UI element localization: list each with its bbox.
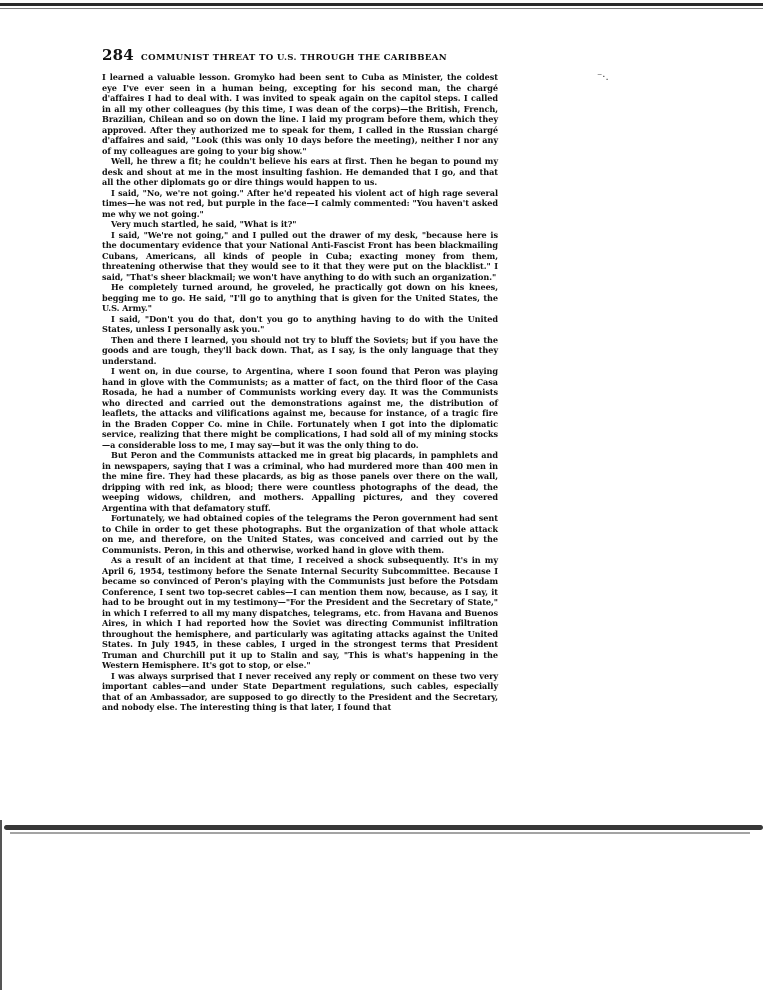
document-page	[102, 46, 498, 713]
paragraph: I said, "No, we're not going." After he'd repeated his violent act of high rage several times—he was not red, but purple in the face—I calmly commented: "You haven't asked me why we not going."	[102, 187, 498, 219]
paragraph: But Peron and the Communists attacked me in great big placards, in pamphlets and in newspapers, saying that I was a criminal, who had murdered more than 400 men in the mine fire. They had these placards, as big as those panels over there on the wall, dripping with red ink, as blood; there were countless photographs of the dead, the weeping widows, children, and mothers. Appalling pictures, and they covered Argentina with that defamatory stuff.	[102, 450, 498, 513]
scan-top-border	[0, 3, 763, 6]
paragraph: I said, "Don't you do that, don't you go to anything having to do with the United States, unless I personally ask you."	[102, 313, 498, 334]
paragraph: Fortunately, we had obtained copies of the telegrams the Peron government had sent to Chile in order to get these photographs. But the organization of that whole attack on me, and therefore, on the United States, was conceived and carried out by the Communists. Peron, in this and otherwise, worked hand in glove with them.	[102, 513, 498, 555]
page-number: 284	[102, 46, 134, 64]
paragraph: As a result of an incident at that time, I received a shock subsequently. It's in my April 6, 1954, testimony before the Senate Internal Security Subcommittee. Because I became so convinced of Peron's playing with the Communists just before the Potsdam Conference, I sent two top-secret cables—I can mention them now, because, as I say, it had to be brought out in my testimony—"For the President and the Secretary of State," in which I referred to all my many dispatches, telegrams, etc. from Havana and Buenos Aires, in which I had reported how the Soviet was directing Communist infiltration throughout the hemisphere, and particularly was agitating attacks against the United States. In July 1945, in these cables, I urged in the strongest terms that President Truman and Churchill put it up to Stalin and say, "This is what's happening in the Western Hemisphere. It's got to stop, or else."	[102, 555, 498, 670]
paragraph: Very much startled, he said, "What is it?"	[111, 219, 297, 229]
paragraph: I went on, in due course, to Argentina, where I soon found that Peron was playing hand in glove with the Communists; as a matter of fact, on the third floor of the Casa Rosada, he had a number of Communists working every day. It was the Communists who directed and carried out the demonstrations against me, the distribution of leaflets, the attacks and vilifications against me, because for instance, of a tragic fire in the Braden Copper Co. mine in Chile. Fortunately when I got into the diplomatic service, realizing that there might be complications, I had sold all of my mining stocks—a considerable loss to me, I may say—but it was the only thing to do.	[102, 366, 498, 450]
paragraph: I was always surprised that I never received any reply or comment on these two very important cables—and under State Department regulations, such cables, especially that of an Ambassador, are supposed to go directly to the President and the Secretary, and nobody else. The interesting thing is that later, I found that	[102, 670, 498, 712]
body-text	[102, 72, 498, 713]
paragraph: I learned a valuable lesson. Gromyko had been sent to Cuba as Minister, the coldest eye I've ever seen in a human being, excepting for his second man, the chargé d'affaires I had to deal with. I was invited to speak again on the capitol steps. I called in all my other colleagues (by this time, I was dean of the corps)—the British, French, Brazilian, Chilean and so on down the line. I laid my program before them, which they approved. After they authorized me to speak for them, I called in the Russian chargé d'affaires and said, "Look (this was only 10 days before the meeting), neither I nor any of my colleagues are going to your big show."	[102, 72, 498, 156]
scan-speck: ⁻·.	[597, 72, 609, 83]
paragraph: Then and there I learned, you should not try to bluff the Soviets; but if you have the goods and are tough, they'll back down. That, as I say, is the only language that they understand.	[102, 334, 498, 366]
scan-bottom-edge	[4, 825, 763, 830]
scan-left-edge	[0, 820, 2, 990]
paragraph: Well, he threw a fit; he couldn't believe his ears at first. Then he began to pound my desk and shout at me in the most insulting fashion. He demanded that I go, and that all the other diplomats go or dire things would happen to us.	[102, 156, 498, 187]
scan-top-border-thin	[0, 8, 763, 9]
paragraph: I said, "We're not going," and I pulled out the drawer of my desk, "because here is the documentary evidence that your National Anti-Fascist Front has been blackmailing Cubans, Americans, all kinds of people in Cuba; exacting money from them, threatening otherwise that they would see to it that they were put on the blacklist." I said, "That's sheer blackmail; we won't have anything to do with such an organization."	[102, 229, 498, 282]
running-title: COMMUNIST THREAT TO U.S. THROUGH THE CARIBBEAN	[140, 53, 447, 63]
scan-bottom-edge-thin	[10, 832, 750, 834]
page-header	[102, 46, 498, 64]
paragraph: He completely turned around, he groveled, he practically got down on his knees, begging me to go. He said, "I'll go to anything that is given for the United States, the U.S. Army."	[102, 282, 498, 313]
